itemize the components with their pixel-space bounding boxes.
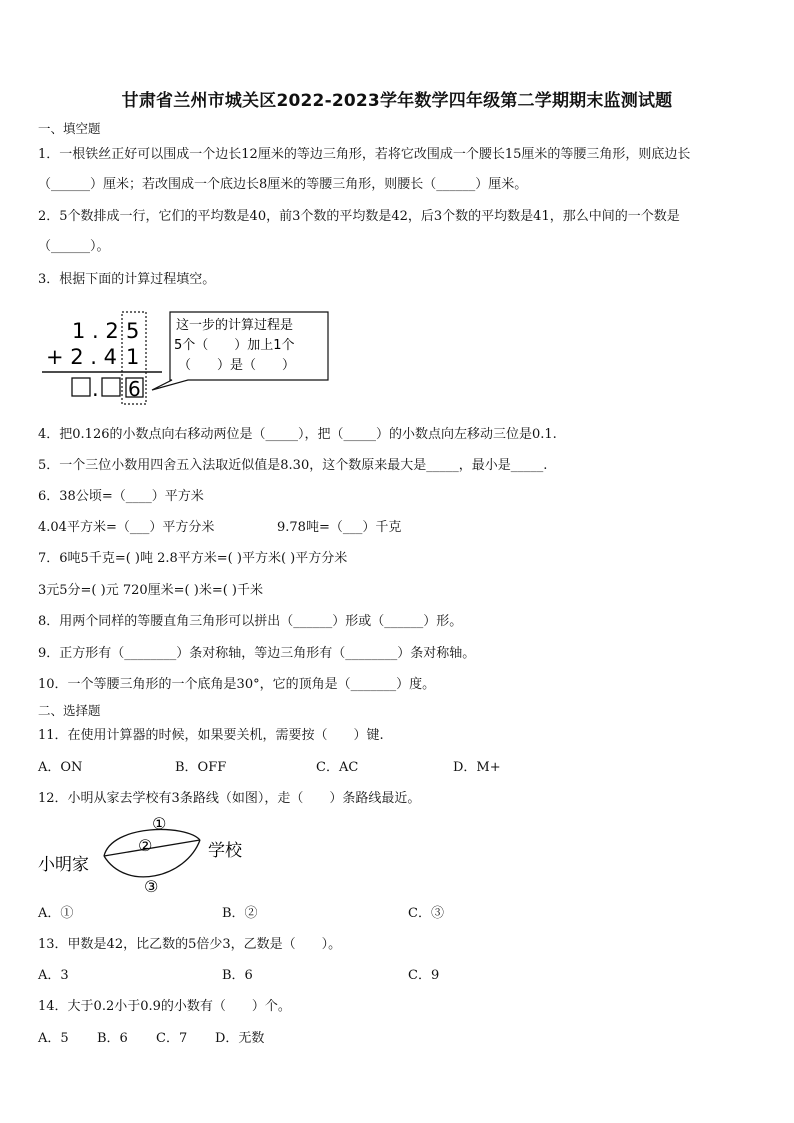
question-13: 13．甲数是42，比乙数的5倍少3，乙数是（ ）。 [38, 937, 342, 952]
route-1-label: ① [152, 814, 167, 833]
question-7-line-2: 3元5分=( )元 720厘米=( )米=( )千米 [38, 583, 263, 598]
q11-option-c: C．AC [316, 760, 359, 775]
q13-option-b: B．6 [222, 968, 253, 983]
question-10: 10．一个等腰三角形的一个底角是30°，它的顶角是（_______）度。 [38, 677, 436, 692]
bubble-line-2: 5个（ ）加上1个 [174, 338, 295, 353]
exam-title: 甘肃省兰州市城关区2022-2023学年数学四年级第二学期期末监测试题 [121, 91, 673, 111]
question-4: 4．把0.126的小数点向右移动两位是（_____），把（_____）的小数点向左移动三位是0.1. [38, 427, 557, 442]
question-6-line-2b: 9.78吨=（___）千克 [277, 520, 402, 535]
addend-1: 1 . 2 [72, 319, 119, 343]
question-6-line-2a: 4.04平方米=（___）平方分米 [38, 520, 215, 535]
bubble-line-3: （ ）是（ ） [178, 358, 296, 373]
q14-option-d: D．无数 [215, 1031, 265, 1046]
route-2-label: ② [138, 836, 153, 855]
question-7-line-1: 7．6吨5千克=( )吨 2.8平方米=( )平方米( )平方分米 [38, 551, 348, 566]
q12-option-c: C．③ [408, 906, 444, 921]
q14-option-b: B．6 [97, 1031, 128, 1046]
question-2-line-1: 2．5个数排成一行，它们的平均数是40，前3个数的平均数是42，后3个数的平均数是41，那么中间的一个数是 [38, 209, 680, 224]
home-label: 小明家 [38, 855, 89, 875]
q11-option-b: B．OFF [175, 760, 227, 775]
section-heading-multiple-choice: 二、选择题 [38, 703, 101, 718]
question-12: 12．小明从家去学校有3条路线（如图），走（ ）条路线最近。 [38, 791, 421, 806]
question-2-line-2: （______）。 [38, 239, 110, 254]
result-decimal-point: . [92, 377, 99, 401]
addend-2-last-digit: 1 [126, 345, 140, 369]
question-9: 9．正方形有（________）条对称轴，等边三角形有（________）条对称轴。 [38, 646, 476, 661]
question-14: 14．大于0.2小于0.9的小数有（ ）个。 [38, 999, 291, 1014]
question-1-line-1: 1．一根铁丝正好可以围成一个边长12厘米的等边三角形，若将它改围成一个腰长15厘米的等腰三角形，则底边长 [38, 147, 691, 162]
result-last-digit: 6 [128, 377, 141, 401]
route-3-label: ③ [144, 877, 159, 896]
q12-option-b: B．② [222, 906, 258, 921]
addend-1-last-digit: 5 [126, 319, 140, 343]
section-heading-fill-blank: 一、填空题 [38, 121, 101, 136]
question-1-line-2: （______）厘米；若改围成一个底边长8厘米的等腰三角形，则腰长（______）厘米。 [38, 177, 528, 192]
q14-option-a: A．5 [38, 1031, 69, 1046]
question-11: 11．在使用计算器的时候，如果要关机，需要按（ ）键. [38, 728, 384, 743]
bubble-line-1: 这一步的计算过程是 [176, 318, 294, 333]
addition-figure [38, 306, 338, 406]
school-label: 学校 [208, 841, 242, 861]
q11-option-a: A．ON [38, 760, 83, 775]
q13-option-a: A．3 [38, 968, 69, 983]
q11-option-d: D．M+ [453, 760, 501, 775]
blank-box-tenths [102, 378, 120, 396]
q14-option-c: C．7 [156, 1031, 188, 1046]
addend-2: + 2 . 4 [46, 345, 118, 369]
q13-option-c: C．9 [408, 968, 440, 983]
question-5: 5．一个三位小数用四舍五入法取近似值是8.30，这个数原来最大是_____，最小是_____. [38, 458, 548, 473]
question-6-line-1: 6．38公顷=（____）平方米 [38, 489, 204, 504]
q12-option-a: A．① [38, 906, 74, 921]
question-8: 8．用两个同样的等腰直角三角形可以拼出（______）形或（______）形。 [38, 614, 463, 629]
blank-box-ones [72, 378, 90, 396]
question-3: 3．根据下面的计算过程填空。 [38, 272, 216, 287]
routes-figure [36, 812, 266, 898]
